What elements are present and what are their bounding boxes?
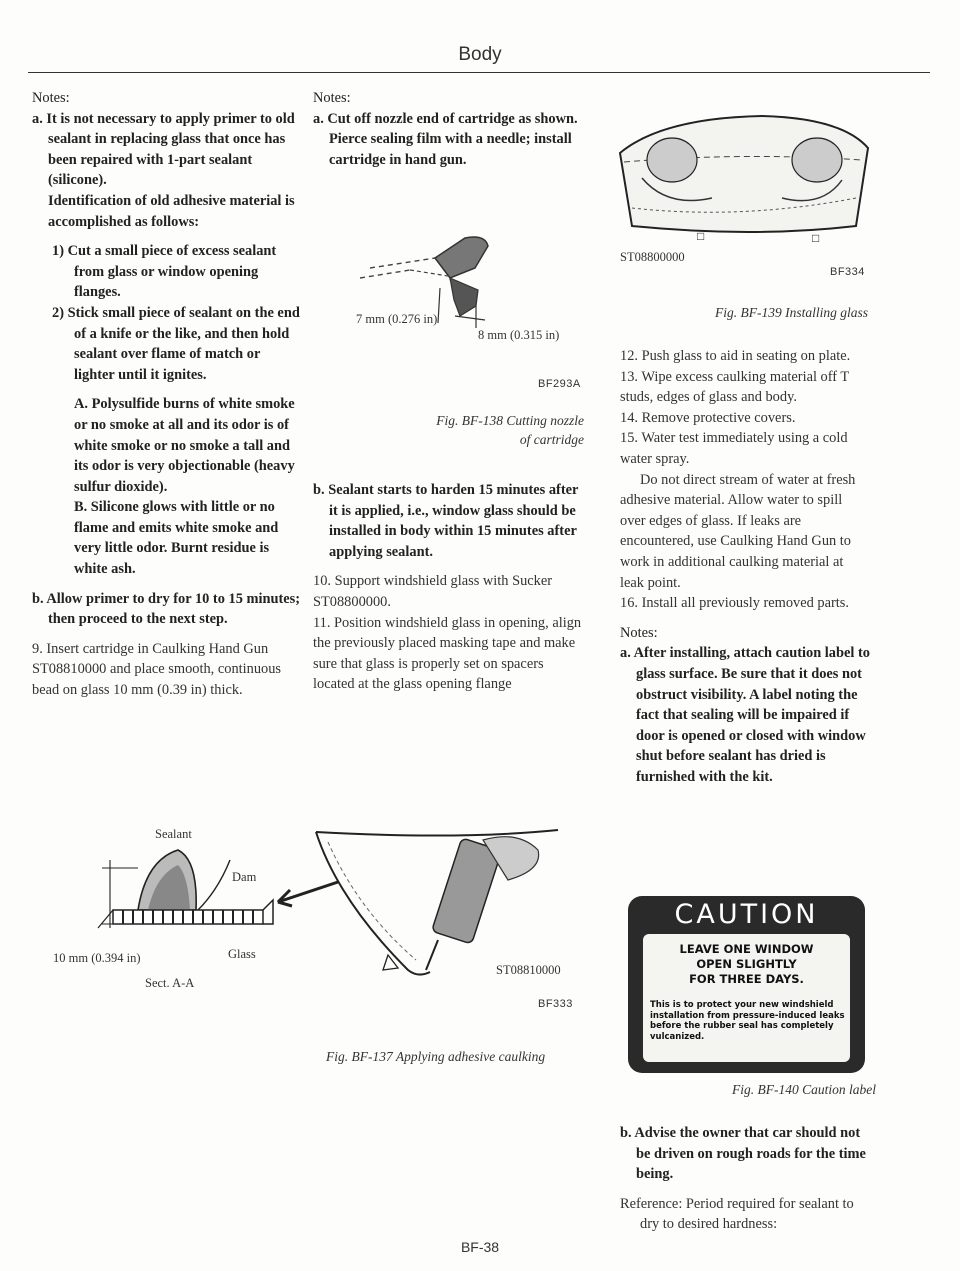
right-column-text	[620, 346, 870, 787]
caution-line-1: LEAVE ONE WINDOW	[679, 942, 814, 956]
step-14: 14. Remove protective covers.	[620, 409, 796, 426]
label-tool: ST08810000	[496, 963, 561, 977]
note-b: b. Sealant starts to harden 15 minutes after it is applied, i.e., window glass should be installed in body within 15 minutes after applying sealant.	[313, 482, 579, 560]
dimension-label-8mm: 8 mm (0.315 in)	[478, 328, 560, 342]
figure-code: BF333	[538, 998, 573, 1010]
figure-code: BF334	[830, 266, 865, 278]
note-a: a. Cut off nozzle end of cartridge as shown.	[313, 110, 578, 127]
note-a: a. It is not necessary to apply primer to old sealant in replacing glass that once has been repaired with 1-part sealant (silicone).	[32, 110, 295, 189]
note-a: a. After installing, attach caution label to glass surface. Be sure that it does not obstruct visibility. A label noting the fact that sealing will be impaired if door is opened or closed with window shut before sealant has dried is furnished with the kit.	[620, 645, 870, 785]
label-dam: Dam	[232, 870, 257, 884]
step-15: 15. Water test immediately using a cold water spray.	[620, 430, 848, 467]
middle-column-bottom	[313, 480, 588, 695]
label-section: Sect. A-A	[145, 976, 195, 990]
sub-step-1: 1) Cut a small piece of excess sealant from glass or window opening flanges.	[52, 243, 277, 301]
page-header-title: Body	[458, 44, 502, 65]
note-a-continued: Pierce sealing film with a needle; install cartridge in hand gun.	[329, 131, 572, 168]
svg-text:□: □	[697, 229, 705, 243]
step-16: 16. Install all previously removed parts.	[620, 595, 849, 612]
step-15-continued: Do not direct stream of water at fresh adhesive material. Allow water to spill over edges of glass. If leaks are encountered, use Caulking Hand Gun to work in additional caulking material at leak point.	[620, 471, 856, 591]
figure-caption: Fig. BF-138 Cutting nozzle	[436, 413, 584, 428]
caution-message	[643, 942, 850, 987]
windshield-installation-diagram	[612, 88, 874, 273]
label-dimension-10mm: 10 mm (0.394 in)	[53, 951, 141, 965]
notes-label: Notes:	[313, 90, 351, 106]
middle-column-top	[313, 88, 588, 170]
step-12: 12. Push glass to aid in seating on plate.	[620, 348, 851, 364]
label-glass: Glass	[228, 947, 256, 961]
figure-caption: Fig. BF-139 Installing glass	[715, 305, 868, 320]
note-b: b. Advise the owner that car should not be driven on rough roads for the time being.	[620, 1125, 866, 1183]
header-rule	[28, 72, 930, 73]
figure-code: BF293A	[538, 378, 581, 390]
notes-label: Notes:	[620, 624, 658, 641]
notes-label: Notes:	[32, 90, 70, 106]
result-a: A. Polysulfide burns of white smoke or no smoke at all and its odor is of white smoke or no smoke a tall and its odor is very objectionable (heavy sulfur dioxide).	[74, 396, 295, 495]
step-9: 9. Insert cartridge in Caulking Hand Gun ST08810000 and place smooth, continuous bead on glass 10 mm (0.39 in) thick.	[32, 640, 282, 699]
step-11: 11. Position windshield glass in opening, align the previously placed masking tape and make sure that glass is properly set on spacers located at the glass opening flange	[313, 614, 582, 693]
figure-caption-continued: of cartridge	[519, 432, 584, 447]
label-sealant: Sealant	[155, 827, 192, 841]
caution-line-3: FOR THREE DAYS.	[689, 972, 804, 986]
right-column-bottom	[620, 1123, 872, 1235]
caution-title: CAUTION	[674, 899, 819, 930]
sub-step-2: 2) Stick small piece of sealant on the end of a knife or the like, and then hold sealant over flame of match or lighter until it ignites.	[52, 304, 300, 383]
left-column	[32, 88, 302, 701]
svg-text:□: □	[812, 231, 820, 245]
caution-line-2: OPEN SLIGHTLY	[696, 957, 797, 971]
figure-caption: Fig. BF-140 Caution label	[732, 1082, 876, 1097]
caution-fine-print: This is to protect your new windshield installation from pressure-induced leaks before the rubber seal has completely vulcanized.	[650, 1000, 845, 1042]
result-b: B. Silicone glows with little or no flame and emits white smoke and very little odor. Burnt residue is white ash.	[74, 499, 279, 578]
label-tool: ST08800000	[620, 250, 685, 264]
step-10: 10. Support windshield glass with Sucker ST08800000.	[313, 573, 553, 610]
note-a-continued: Identification of old adhesive material is accomplished as follows:	[48, 192, 295, 230]
step-13: 13. Wipe excess caulking material off T studs, edges of glass and body.	[620, 368, 849, 406]
reference-text: Reference: Period required for sealant to dry to desired hardness:	[620, 1195, 854, 1233]
dimension-label-7mm: 7 mm (0.276 in)	[356, 312, 438, 326]
note-b: b. Allow primer to dry for 10 to 15 minutes; then proceed to the next step.	[32, 590, 301, 628]
page-number: BF-38	[460, 1239, 500, 1255]
figure-caption: Fig. BF-137 Applying adhesive caulking	[326, 1049, 546, 1064]
